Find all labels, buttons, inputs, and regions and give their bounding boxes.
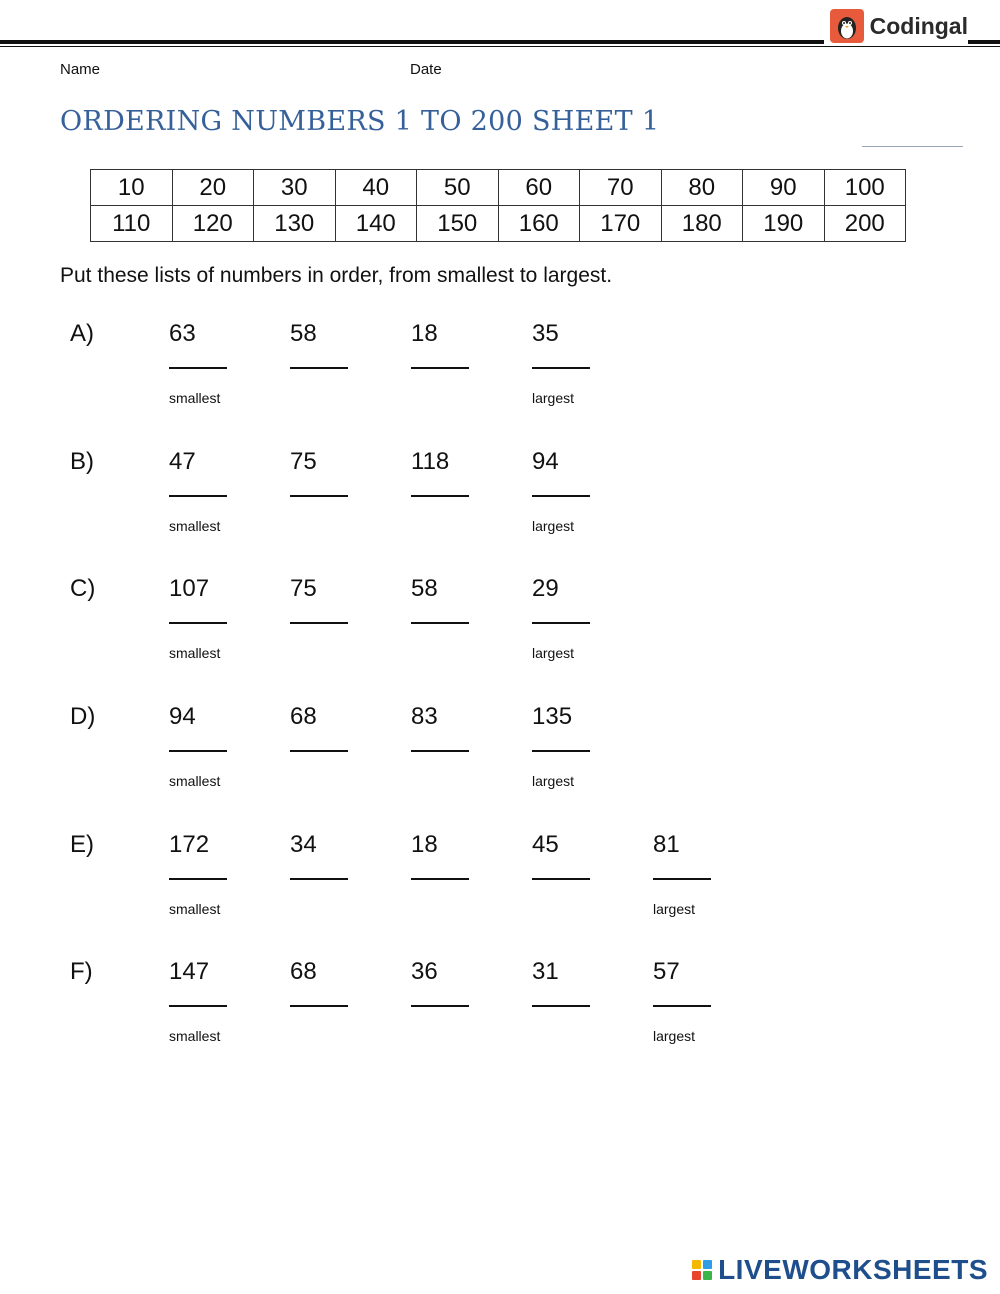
reference-cell: 130 xyxy=(254,206,336,242)
problem-number: 68 xyxy=(290,958,317,985)
reference-cell: 100 xyxy=(824,170,906,206)
answer-blank[interactable] xyxy=(169,367,227,369)
reference-cell: 80 xyxy=(661,170,743,206)
answer-blank[interactable] xyxy=(290,1005,348,1007)
problem-number: 135 xyxy=(532,703,573,730)
answer-blank[interactable] xyxy=(290,878,348,880)
problem-number: 83 xyxy=(411,703,438,730)
problem-number: 107 xyxy=(169,575,210,602)
page-title: ORDERING NUMBERS 1 TO 200 SHEET 1 xyxy=(60,106,660,137)
reference-cell: 140 xyxy=(335,206,417,242)
problem-label: E) xyxy=(70,831,94,858)
smallest-label: smallest xyxy=(169,645,221,661)
codingal-logo xyxy=(824,8,968,44)
problem-number: 147 xyxy=(169,958,210,985)
problem-b xyxy=(0,448,1000,576)
problem-number: 35 xyxy=(532,320,559,347)
date-label: Date xyxy=(410,61,442,78)
smallest-label: smallest xyxy=(169,901,221,917)
problem-number: 45 xyxy=(532,831,559,858)
answer-blank[interactable] xyxy=(411,750,469,752)
penguin-icon xyxy=(830,9,864,43)
reference-cell: 200 xyxy=(824,206,906,242)
reference-cell: 190 xyxy=(743,206,825,242)
reference-cell: 180 xyxy=(661,206,743,242)
answer-blank[interactable] xyxy=(169,878,227,880)
problem-f xyxy=(0,958,1000,1086)
answer-blank[interactable] xyxy=(411,878,469,880)
problem-number: 81 xyxy=(653,831,680,858)
answer-blank[interactable] xyxy=(290,750,348,752)
problem-number: 118 xyxy=(411,448,450,475)
reference-number-table xyxy=(90,169,906,242)
smallest-label: smallest xyxy=(169,773,221,789)
answer-blank[interactable] xyxy=(532,750,590,752)
brand-name: Codingal xyxy=(869,12,968,39)
answer-blank[interactable] xyxy=(411,495,469,497)
smallest-label: smallest xyxy=(169,518,221,534)
name-label: Name xyxy=(60,61,101,78)
problem-number: 75 xyxy=(290,448,317,475)
problem-number: 34 xyxy=(290,831,317,858)
liveworksheets-text: LIVEWORKSHEETS xyxy=(718,1254,988,1285)
smallest-label: smallest xyxy=(169,390,221,406)
largest-label: largest xyxy=(532,645,575,661)
header-rule-thin xyxy=(0,46,1000,47)
reference-cell: 150 xyxy=(417,206,499,242)
problem-number: 94 xyxy=(169,703,196,730)
answer-blank[interactable] xyxy=(653,1005,711,1007)
answer-blank[interactable] xyxy=(290,622,348,624)
answer-blank[interactable] xyxy=(169,1005,227,1007)
reference-cell: 70 xyxy=(580,170,662,206)
answer-blank[interactable] xyxy=(411,1005,469,1007)
reference-row xyxy=(91,206,906,242)
problem-number: 29 xyxy=(532,575,559,602)
problem-label: D) xyxy=(70,703,96,730)
reference-cell: 170 xyxy=(580,206,662,242)
problem-c xyxy=(0,575,1000,703)
smallest-label: smallest xyxy=(169,1028,221,1044)
answer-blank[interactable] xyxy=(290,367,348,369)
problem-number: 68 xyxy=(290,703,317,730)
problem-number: 58 xyxy=(290,320,317,347)
reference-cell: 60 xyxy=(498,170,580,206)
liveworksheets-logo xyxy=(692,1254,988,1286)
reference-cell: 160 xyxy=(498,206,580,242)
instructions: Put these lists of numbers in order, from smallest to largest. xyxy=(60,264,613,287)
reference-cell: 90 xyxy=(743,170,825,206)
answer-blank[interactable] xyxy=(532,622,590,624)
problem-number: 36 xyxy=(411,958,438,985)
problem-number: 18 xyxy=(411,320,438,347)
problem-number: 94 xyxy=(532,448,559,475)
problem-number: 75 xyxy=(290,575,317,602)
largest-label: largest xyxy=(653,901,696,917)
reference-cell: 50 xyxy=(417,170,499,206)
answer-blank[interactable] xyxy=(532,367,590,369)
reference-cell: 20 xyxy=(172,170,254,206)
answer-blank[interactable] xyxy=(532,495,590,497)
problem-label: C) xyxy=(70,575,96,602)
problem-label: B) xyxy=(70,448,94,475)
reference-cell: 120 xyxy=(172,206,254,242)
problem-number: 63 xyxy=(169,320,196,347)
reference-row xyxy=(91,170,906,206)
answer-blank[interactable] xyxy=(532,878,590,880)
problem-d xyxy=(0,703,1000,831)
answer-blank[interactable] xyxy=(169,750,227,752)
problem-number: 47 xyxy=(169,448,196,475)
largest-label: largest xyxy=(532,773,575,789)
reference-cell: 10 xyxy=(91,170,173,206)
problem-number: 58 xyxy=(411,575,438,602)
answer-blank[interactable] xyxy=(169,495,227,497)
answer-blank[interactable] xyxy=(411,622,469,624)
problem-number: 18 xyxy=(411,831,438,858)
answer-blank[interactable] xyxy=(532,1005,590,1007)
problem-label: F) xyxy=(70,958,93,985)
problem-number: 31 xyxy=(532,958,559,985)
score-line[interactable] xyxy=(862,146,963,147)
largest-label: largest xyxy=(532,518,575,534)
reference-cell: 40 xyxy=(335,170,417,206)
problem-number: 172 xyxy=(169,831,210,858)
answer-blank[interactable] xyxy=(290,495,348,497)
answer-blank[interactable] xyxy=(169,622,227,624)
problem-a xyxy=(0,320,1000,448)
problem-number: 57 xyxy=(653,958,680,985)
problem-e xyxy=(0,831,1000,959)
largest-label: largest xyxy=(653,1028,696,1044)
reference-cell: 110 xyxy=(91,206,173,242)
liveworksheets-icon xyxy=(692,1260,712,1280)
answer-blank[interactable] xyxy=(411,367,469,369)
answer-blank[interactable] xyxy=(653,878,711,880)
problem-label: A) xyxy=(70,320,94,347)
reference-cell: 30 xyxy=(254,170,336,206)
largest-label: largest xyxy=(532,390,575,406)
